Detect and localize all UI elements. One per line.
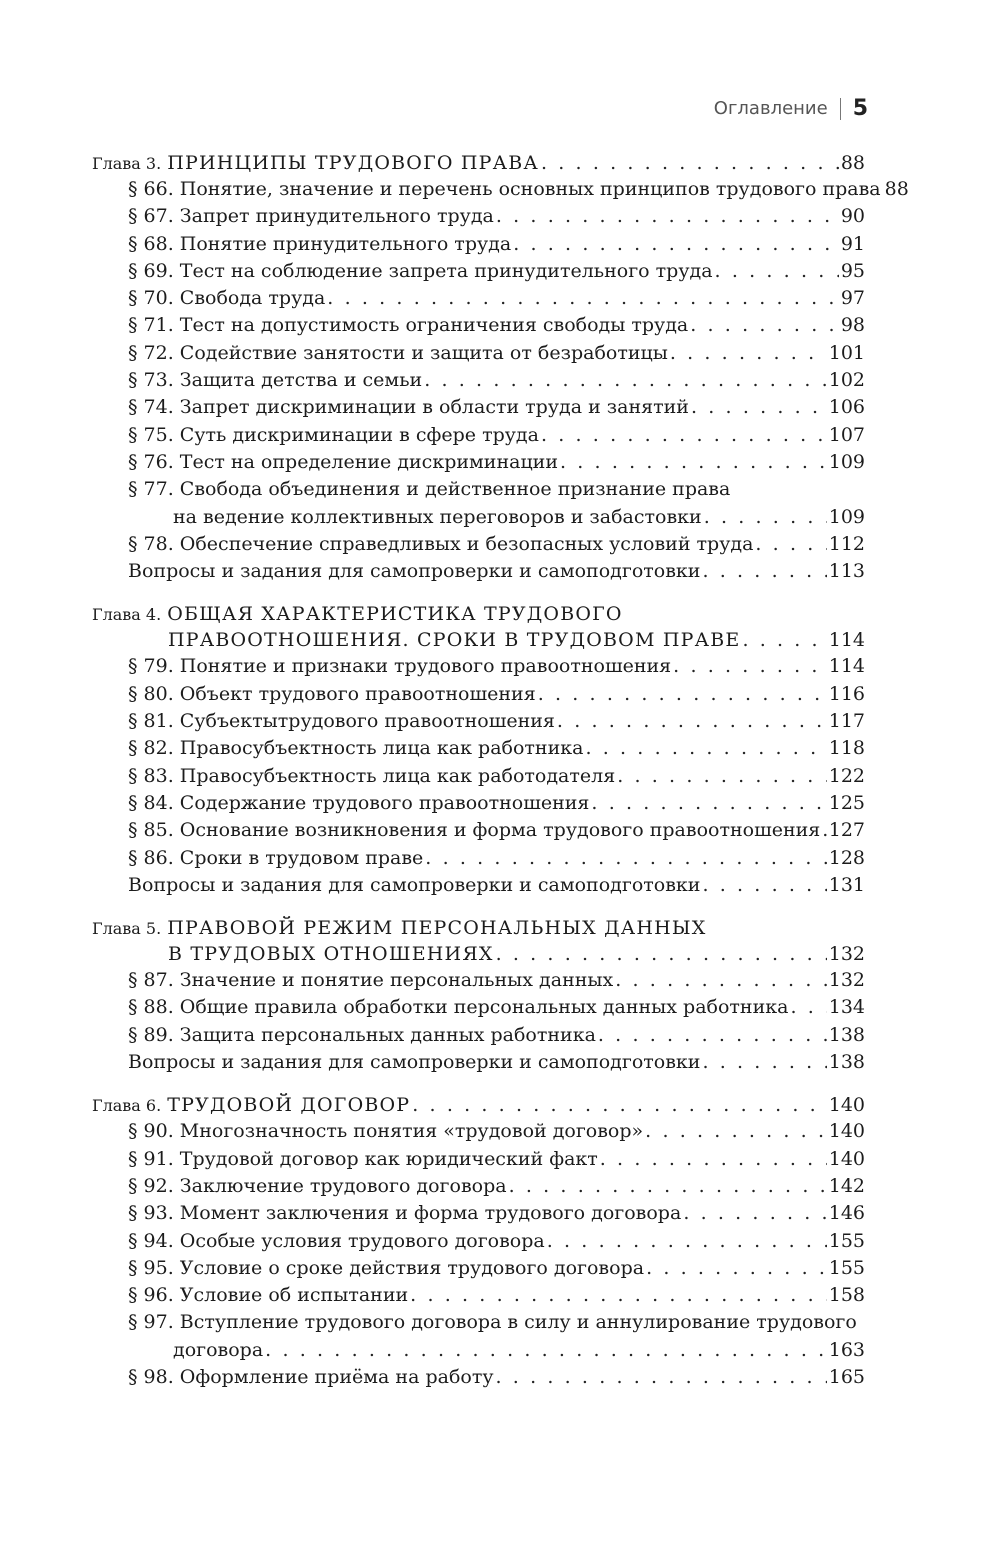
entry-title: § 93. Момент заключения и форма трудового договора (128, 1202, 682, 1225)
chapter-title: ПРАВОВОЙ РЕЖИМ ПЕРСОНАЛЬНЫХ ДАННЫХ (167, 917, 707, 940)
entry-title: Вопросы и задания для самопроверки и самоподготовки (128, 560, 701, 583)
toc-entry-questions[interactable] (92, 558, 865, 585)
entry-title: § 72. Содействие занятости и защита от безработицы (128, 341, 668, 364)
dot-leader (822, 817, 826, 844)
entry-title: § 92. Заключение трудового договора (128, 1174, 507, 1197)
entry-title: Вопросы и задания для самопроверки и самоподготовки (128, 1051, 701, 1074)
chapter-number: Глава 6. (92, 1096, 162, 1116)
toc-entry[interactable] (92, 531, 865, 558)
toc-entry[interactable] (92, 312, 865, 339)
dot-leader (702, 558, 826, 585)
dot-leader (265, 1337, 827, 1364)
dot-leader (410, 1282, 827, 1309)
page-ref: 107 (828, 423, 865, 446)
running-head-divider (840, 98, 841, 120)
chapter-title: ПРИНЦИПЫ ТРУДОВОГО ПРАВА (167, 152, 539, 174)
dot-leader (557, 708, 827, 735)
toc-entry[interactable] (92, 790, 865, 817)
dot-leader (541, 150, 839, 176)
dot-leader (591, 790, 826, 817)
entry-title: § 86. Сроки в трудовом праве (128, 846, 424, 869)
dot-leader (691, 394, 827, 421)
page-ref: 117 (828, 710, 865, 733)
toc-entry-questions[interactable] (92, 1049, 865, 1076)
toc-entry[interactable] (92, 653, 865, 680)
page-ref: 91 (840, 232, 865, 255)
page-ref: 118 (828, 737, 865, 760)
entry-title: § 94. Особые условия трудового договора (128, 1229, 545, 1252)
page-ref: 109 (828, 450, 865, 473)
page-ref: 95 (840, 259, 865, 282)
page-ref: 106 (828, 396, 865, 419)
dot-leader (585, 735, 826, 762)
dot-leader (704, 504, 827, 531)
entry-title: § 74. Запрет дискриминации в области труда и занятий (128, 396, 689, 419)
entry-title: § 89. Защита персональных данных работника (128, 1023, 596, 1046)
page-ref: 113 (828, 560, 865, 583)
page-ref: 134 (828, 996, 865, 1019)
entry-title: § 79. Понятие и признаки трудового правоотношения (128, 655, 672, 678)
entry-title: § 81. Субъектытрудового правоотношения (128, 710, 555, 733)
chapter-number: Глава 5. (92, 919, 162, 939)
toc-entry[interactable] (92, 763, 865, 790)
chapter-title: ТРУДОВОЙ ДОГОВОР (167, 1094, 411, 1117)
chapter-title: В ТРУДОВЫХ ОТНОШЕНИЯХ (168, 943, 494, 966)
page-ref: 97 (840, 287, 865, 310)
entry-title: § 78. Обеспечение справедливых и безопасных условий труда (128, 532, 754, 555)
running-head (714, 96, 868, 121)
toc-entry[interactable] (92, 1282, 865, 1309)
entry-title: § 84. Содержание трудового правоотношения (128, 791, 590, 814)
page-ref: 102 (828, 369, 865, 392)
dot-leader (617, 763, 827, 790)
dot-leader (690, 312, 839, 339)
page-ref: 158 (828, 1284, 865, 1307)
toc-entry[interactable] (92, 1200, 865, 1227)
page-ref: 132 (828, 943, 865, 966)
toc-entry[interactable] (92, 817, 865, 844)
page-ref: 88 (884, 178, 909, 200)
page-ref: 90 (840, 205, 865, 228)
dot-leader (670, 340, 827, 367)
page-number: 5 (852, 96, 868, 121)
chapter-heading-line[interactable] (92, 1092, 865, 1118)
toc-entry-questions[interactable] (92, 872, 865, 899)
page-ref: 131 (828, 873, 865, 896)
entry-title: § 91. Трудовой договор как юридический факт (128, 1147, 598, 1170)
entry-title: § 88. Общие правила обработки персональных данных работника (128, 996, 789, 1019)
dot-leader (673, 653, 827, 680)
dot-leader (645, 1118, 827, 1145)
page-ref: 116 (828, 682, 865, 705)
entry-title: § 82. Правосубъектность лица как работника (128, 737, 584, 760)
page-ref: 155 (828, 1229, 865, 1252)
toc-entry[interactable] (92, 1364, 865, 1391)
toc-entry[interactable] (92, 476, 865, 503)
entry-title: § 77. Свобода объединения и действенное признание права (128, 478, 731, 501)
toc-chapter (92, 1092, 865, 1391)
toc-entry[interactable] (92, 845, 865, 872)
page-ref: 128 (828, 846, 865, 869)
page-ref: 132 (828, 969, 865, 992)
toc-entry[interactable] (92, 994, 865, 1021)
page-ref: 163 (828, 1338, 865, 1361)
dot-leader (541, 422, 827, 449)
toc-entry[interactable] (92, 1118, 865, 1145)
chapter-number: Глава 3. (92, 154, 162, 173)
entry-title: § 73. Защита детства и семьи (128, 369, 423, 392)
toc-entry-continuation[interactable] (92, 504, 865, 531)
dot-leader (513, 231, 839, 258)
dot-leader (683, 1200, 826, 1227)
dot-leader (598, 1022, 827, 1049)
entry-title: § 87. Значение и понятие персональных данных (128, 969, 614, 992)
page-ref: 101 (828, 341, 865, 364)
entry-title: § 67. Запрет принудительного труда (128, 205, 494, 228)
chapter-title: ПРАВООТНОШЕНИЯ. СРОКИ В ТРУДОВОМ ПРАВЕ (168, 629, 741, 652)
page-ref: 127 (828, 819, 865, 842)
dot-leader (755, 531, 826, 558)
toc-entry[interactable] (92, 231, 865, 258)
page-ref: 138 (828, 1023, 865, 1046)
entry-title: § 66. Понятие, значение и перечень основных принципов трудового права (128, 178, 881, 200)
page-ref: 88 (840, 152, 865, 174)
page-ref: 140 (828, 1094, 865, 1117)
entry-title: § 75. Суть дискриминации в сфере труда (128, 423, 539, 446)
toc-entry-continuation[interactable] (92, 1337, 865, 1364)
entry-title-continued: договора (173, 1338, 264, 1361)
entry-title: § 90. Многозначность понятия «трудовой договор» (128, 1120, 644, 1143)
toc-chapter (92, 150, 909, 585)
toc-entry[interactable] (92, 708, 865, 735)
chapter-number: Глава 4. (92, 605, 162, 625)
entry-title: § 70. Свобода труда (128, 287, 326, 310)
toc-chapter (92, 601, 865, 899)
dot-leader (509, 1173, 827, 1200)
dot-leader (538, 681, 827, 708)
page-ref: 112 (828, 532, 865, 555)
chapter-heading-line (92, 601, 865, 627)
page-ref: 140 (828, 1147, 865, 1170)
page-ref: 140 (828, 1120, 865, 1143)
dot-leader (425, 845, 826, 872)
entry-title-continued: на ведение коллективных переговоров и забастовки (173, 505, 702, 528)
entry-title: § 95. Условие о сроке действия трудового договора (128, 1256, 645, 1279)
toc-entry[interactable] (92, 1255, 865, 1282)
entry-title: § 83. Правосубъектность лица как работодателя (128, 764, 616, 787)
page-ref: 146 (828, 1202, 865, 1225)
page-ref: 109 (828, 505, 865, 528)
dot-leader (496, 1364, 827, 1391)
page-ref: 98 (840, 314, 865, 337)
entry-title: Вопросы и задания для самопроверки и самоподготовки (128, 873, 701, 896)
dot-leader (646, 1255, 827, 1282)
dot-leader (412, 1092, 826, 1118)
toc-entry[interactable] (92, 735, 865, 762)
dot-leader (702, 872, 826, 899)
toc-entry[interactable] (92, 285, 865, 312)
dot-leader (702, 1049, 826, 1076)
toc-entry[interactable] (92, 367, 865, 394)
page-ref: 114 (828, 629, 865, 652)
toc-entry[interactable] (92, 1173, 865, 1200)
chapter-heading-line (92, 915, 865, 941)
toc-entry[interactable] (92, 340, 865, 367)
dot-leader (742, 627, 826, 653)
page-ref: 142 (828, 1174, 865, 1197)
toc-entry[interactable] (92, 176, 909, 203)
dot-leader (496, 203, 839, 230)
dot-leader (790, 994, 826, 1021)
dot-leader (600, 1146, 827, 1173)
toc-entry[interactable] (92, 1146, 865, 1173)
toc-entry[interactable] (92, 449, 865, 476)
entry-title: § 71. Тест на допустимость ограничения свободы труда (128, 314, 689, 337)
chapter-heading-line[interactable] (92, 150, 865, 176)
dot-leader (496, 941, 827, 967)
page-ref: 114 (828, 655, 865, 678)
running-head-title: Оглавление (713, 98, 828, 119)
page-ref: 125 (828, 791, 865, 814)
entry-title: § 76. Тест на определение дискриминации (128, 450, 558, 473)
toc-entry[interactable] (92, 394, 865, 421)
toc-entry[interactable] (92, 258, 865, 285)
dot-leader (547, 1228, 827, 1255)
toc-entry[interactable] (92, 1309, 865, 1336)
chapter-heading-line[interactable] (92, 627, 865, 653)
dot-leader (327, 285, 839, 312)
entry-title: § 97. Вступление трудового договора в силу и аннулирование трудового (128, 1311, 857, 1334)
entry-title: § 96. Условие об испытании (128, 1284, 409, 1307)
entry-title: § 68. Понятие принудительного труда (128, 232, 512, 255)
toc-entry[interactable] (92, 1228, 865, 1255)
table-of-contents (92, 150, 909, 1407)
entry-title: § 85. Основание возникновения и форма трудового правоотношения (128, 819, 821, 842)
page-ref: 138 (828, 1051, 865, 1074)
toc-chapter (92, 915, 865, 1076)
dot-leader (424, 367, 827, 394)
toc-entry[interactable] (92, 203, 865, 230)
entry-title: § 98. Оформление приёма на работу (128, 1365, 494, 1388)
toc-entry[interactable] (92, 1022, 865, 1049)
page-ref: 122 (828, 764, 865, 787)
dot-leader (615, 967, 826, 994)
dot-leader (715, 258, 839, 285)
dot-leader (560, 449, 827, 476)
toc-entry[interactable] (92, 681, 865, 708)
entry-title: § 69. Тест на соблюдение запрета принудительного труда (128, 259, 713, 282)
toc-entry[interactable] (92, 422, 865, 449)
chapter-title: ОБЩАЯ ХАРАКТЕРИСТИКА ТРУДОВОГО (167, 603, 623, 626)
toc-entry[interactable] (92, 967, 865, 994)
chapter-heading-line[interactable] (92, 941, 865, 967)
page-ref: 155 (828, 1256, 865, 1279)
entry-title: § 80. Объект трудового правоотношения (128, 682, 536, 705)
page-ref: 165 (828, 1365, 865, 1388)
